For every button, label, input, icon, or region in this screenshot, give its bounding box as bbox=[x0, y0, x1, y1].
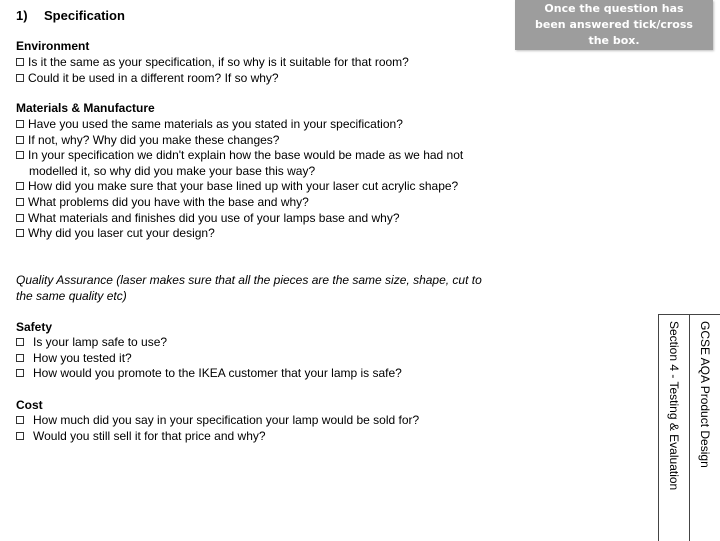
course-label: GCSE AQA Product Design bbox=[698, 321, 712, 468]
course-sidebar bbox=[658, 314, 720, 541]
checkbox-icon[interactable] bbox=[16, 354, 24, 362]
checkbox-icon[interactable] bbox=[16, 416, 24, 424]
list-item: If not, why? Why did you make these changes? bbox=[16, 133, 463, 149]
list-item: How much did you say in your specification your lamp would be sold for? bbox=[16, 413, 419, 429]
checkbox-icon[interactable] bbox=[16, 214, 24, 222]
list-item: What problems did you have with the base and why? bbox=[16, 195, 463, 211]
section-number: 1) bbox=[16, 8, 28, 23]
checkbox-icon[interactable] bbox=[16, 74, 24, 82]
list-item: What materials and finishes did you use of your lamps base and why? bbox=[16, 211, 463, 227]
list-item: Why did you laser cut your design? bbox=[16, 226, 463, 242]
checkbox-icon[interactable] bbox=[16, 182, 24, 190]
checkbox-icon[interactable] bbox=[16, 229, 24, 237]
section-label: Section 4 - Testing & Evaluation bbox=[667, 321, 681, 491]
list-item: How would you promote to the IKEA customer that your lamp is safe? bbox=[16, 366, 402, 382]
list-item: In your specification we didn't explain how the base would be made as we had not bbox=[16, 148, 463, 164]
list-item: Is it the same as your specification, if so why is it suitable for that room? bbox=[16, 55, 409, 71]
checkbox-icon[interactable] bbox=[16, 136, 24, 144]
list-item: Have you used the same materials as you stated in your specification? bbox=[16, 117, 463, 133]
safety-list bbox=[16, 335, 402, 382]
page-title: Specification bbox=[44, 8, 125, 23]
list-item: Could it be used in a different room? If so why? bbox=[16, 71, 409, 87]
checkbox-icon[interactable] bbox=[16, 58, 24, 66]
quality-assurance-note: Quality Assurance (laser makes sure that all the pieces are the same size, shape, cut to the same quality etc) bbox=[16, 273, 482, 303]
cost-list bbox=[16, 413, 419, 444]
checkbox-icon[interactable] bbox=[16, 369, 24, 377]
checkbox-icon[interactable] bbox=[16, 120, 24, 128]
list-item-continuation: modelled it, so why did you make your base this way? bbox=[29, 163, 316, 178]
instruction-callout bbox=[515, 0, 713, 50]
environment-heading: Environment bbox=[16, 39, 90, 53]
materials-list bbox=[16, 117, 463, 242]
list-item: How you tested it? bbox=[16, 351, 402, 367]
callout-text: Once the question has been answered tick/cross the box. bbox=[535, 2, 693, 47]
checkbox-icon[interactable] bbox=[16, 198, 24, 206]
list-item: How did you make sure that your base lined up with your laser cut acrylic shape? bbox=[16, 179, 463, 195]
cost-heading: Cost bbox=[16, 398, 43, 412]
list-item: Would you still sell it for that price and why? bbox=[16, 429, 419, 445]
materials-heading: Materials & Manufacture bbox=[16, 101, 155, 115]
checkbox-icon[interactable] bbox=[16, 338, 24, 346]
checkbox-icon[interactable] bbox=[16, 151, 24, 159]
safety-heading: Safety bbox=[16, 320, 53, 334]
environment-list bbox=[16, 55, 409, 86]
checkbox-icon[interactable] bbox=[16, 432, 24, 440]
list-item: Is your lamp safe to use? bbox=[16, 335, 402, 351]
